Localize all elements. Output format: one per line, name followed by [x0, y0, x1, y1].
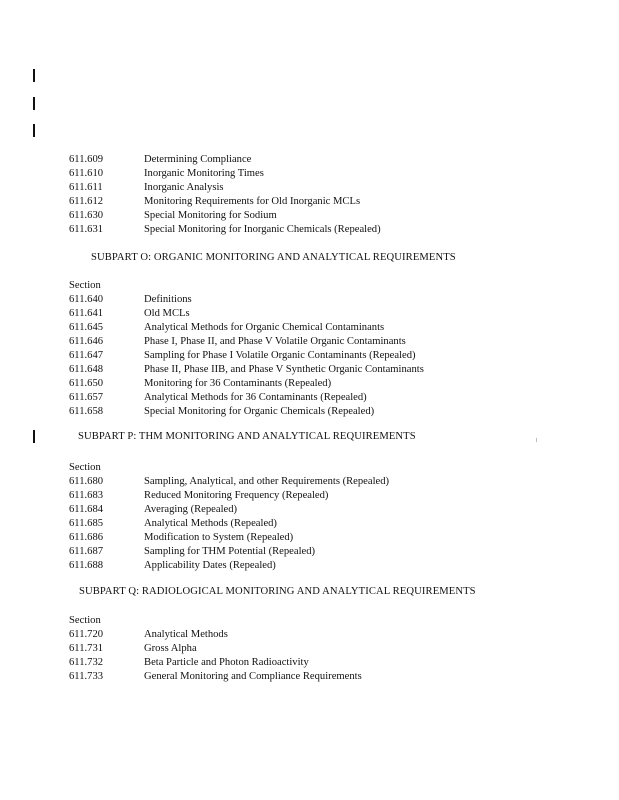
- list-item: [69, 656, 309, 670]
- list-item: [69, 642, 197, 656]
- section-title: Inorganic Analysis: [144, 182, 224, 193]
- section-number: 611.658: [69, 406, 104, 417]
- list-item: [69, 293, 192, 307]
- list-item: [69, 545, 316, 559]
- section-title: General Monitoring and Compliance Requirements: [144, 671, 362, 682]
- section-number: 611.732: [69, 657, 104, 668]
- list-item: [69, 628, 228, 642]
- section-title: Sampling for Phase I Volatile Organic Contaminants (Repealed): [144, 350, 416, 361]
- section-title: Reduced Monitoring Frequency (Repealed): [144, 490, 329, 501]
- change-bar: [33, 97, 35, 110]
- section-number: 611.685: [69, 518, 104, 529]
- section-number: 611.631: [69, 224, 104, 235]
- subpart-q-heading: SUBPART Q: RADIOLOGICAL MONITORING AND ANALYTICAL REQUIREMENTS: [79, 586, 476, 597]
- section-title: Special Monitoring for Sodium: [144, 210, 277, 221]
- section-title: Monitoring for 36 Contaminants (Repealed): [144, 378, 332, 389]
- list-item: [69, 517, 277, 531]
- section-number: 611.612: [69, 196, 104, 207]
- section-title: Phase II, Phase IIB, and Phase V Synthetic Organic Contaminants: [144, 364, 424, 375]
- section-title: Monitoring Requirements for Old Inorganic MCLs: [144, 196, 361, 207]
- section-number: 611.733: [69, 671, 104, 682]
- list-item: [69, 670, 362, 684]
- section-number: 611.720: [69, 629, 104, 640]
- list-item: [69, 489, 329, 503]
- section-number: 611.641: [69, 308, 104, 319]
- section-title: Gross Alpha: [144, 643, 197, 654]
- section-number: 611.630: [69, 210, 104, 221]
- section-number: 611.609: [69, 154, 104, 165]
- section-number: 611.648: [69, 364, 104, 375]
- section-title: Definitions: [144, 294, 192, 305]
- section-number: 611.686: [69, 532, 104, 543]
- section-title: Beta Particle and Photon Radioactivity: [144, 657, 309, 668]
- section-title: Modification to System (Repealed): [144, 532, 294, 543]
- section-label: Section: [69, 280, 101, 291]
- section-title: Analytical Methods for 36 Contaminants (Repealed): [144, 392, 367, 403]
- subpart-q-entries: [69, 614, 362, 684]
- section-title: Determining Compliance: [144, 154, 252, 165]
- section-number: 611.645: [69, 322, 104, 333]
- list-item: [69, 377, 332, 391]
- section-title: Old MCLs: [144, 308, 190, 319]
- list-item: [69, 307, 190, 321]
- section-number: 611.731: [69, 643, 104, 654]
- stray-mark: [536, 438, 537, 442]
- section-title: Phase I, Phase II, and Phase V Volatile Organic Contaminants: [144, 336, 406, 347]
- list-item: [69, 391, 367, 405]
- subpart-p-entries: [69, 461, 390, 573]
- section-number: 611.646: [69, 336, 104, 347]
- section-title: Special Monitoring for Organic Chemicals (Repealed): [144, 406, 375, 417]
- section-number: 611.650: [69, 378, 104, 389]
- section-label: Section: [69, 615, 101, 626]
- section-number: 611.611: [69, 182, 103, 193]
- list-item: [69, 559, 276, 573]
- list-item: [69, 321, 385, 335]
- section-title: Analytical Methods (Repealed): [144, 518, 277, 529]
- list-item: [69, 363, 424, 377]
- section-number: 611.610: [69, 168, 104, 179]
- section-title: Sampling, Analytical, and other Requirements (Repealed): [144, 476, 390, 487]
- list-item: [69, 531, 294, 545]
- subpart-p-heading: SUBPART P: THM MONITORING AND ANALYTICAL REQUIREMENTS: [78, 431, 416, 442]
- section-title: Analytical Methods: [144, 629, 228, 640]
- section-title: Special Monitoring for Inorganic Chemicals (Repealed): [144, 224, 381, 235]
- subpart-o-entries: [69, 279, 424, 419]
- section-number: 611.683: [69, 490, 104, 501]
- list-item: [69, 349, 416, 363]
- list-item: [69, 335, 406, 349]
- section-number: 611.684: [69, 504, 104, 515]
- section-title: Sampling for THM Potential (Repealed): [144, 546, 316, 557]
- change-bar: [33, 69, 35, 82]
- section-number: 611.688: [69, 560, 104, 571]
- section-title: Inorganic Monitoring Times: [144, 168, 264, 179]
- section-number: 611.680: [69, 476, 104, 487]
- list-item: [69, 503, 238, 517]
- subpart-o-heading: SUBPART O: ORGANIC MONITORING AND ANALYTICAL REQUIREMENTS: [91, 252, 456, 263]
- section-title: Applicability Dates (Repealed): [144, 560, 276, 571]
- section-title: Averaging (Repealed): [144, 504, 238, 515]
- change-bar: [33, 124, 35, 137]
- section-label: Section: [69, 462, 101, 473]
- section-number: 611.687: [69, 546, 104, 557]
- list-item: [69, 405, 375, 419]
- section-number: 611.640: [69, 294, 104, 305]
- list-item: [69, 475, 390, 489]
- section-title: Analytical Methods for Organic Chemical Contaminants: [144, 322, 385, 333]
- section-number: 611.657: [69, 392, 104, 403]
- section-number: 611.647: [69, 350, 104, 361]
- change-bar: [33, 430, 35, 443]
